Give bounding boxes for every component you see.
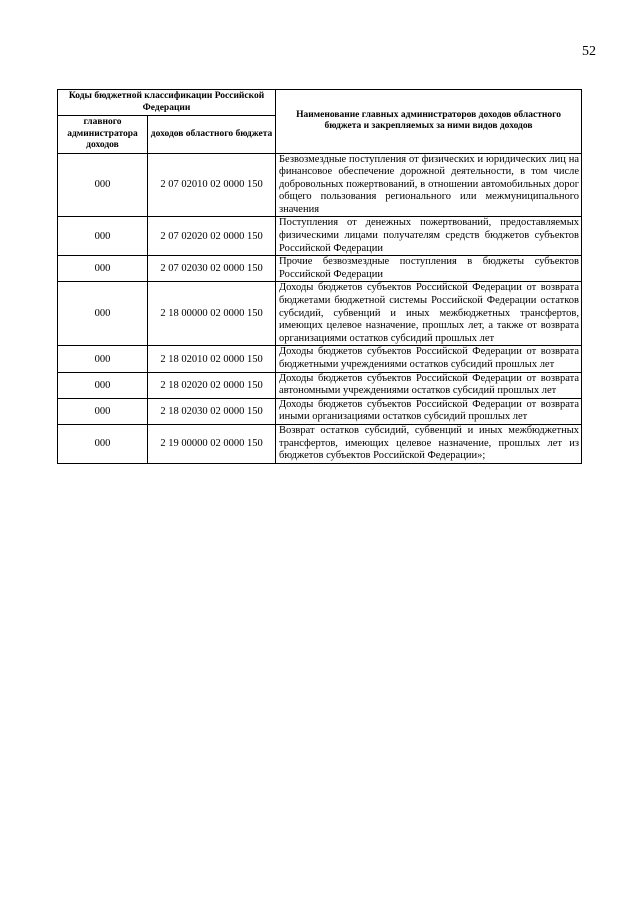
cell-admin-code: 000 [58,346,148,372]
table-row [58,217,582,256]
cell-admin-code: 000 [58,217,148,256]
table-header-row [58,90,582,116]
cell-admin-code: 000 [58,372,148,398]
table-row [58,346,582,372]
cell-income-code: 2 07 02010 02 0000 150 [148,153,276,217]
table-row [58,424,582,463]
cell-income-code: 2 19 00000 02 0000 150 [148,424,276,463]
cell-income-code: 2 18 00000 02 0000 150 [148,282,276,346]
cell-description: Безвозмездные поступления от физических и юридических лиц на финансовое обеспечение дорожной деятельности, в том числе добровольных пожертвований, в отношении автомобильных дорог общего пользования регионального или межмуниципального значения [276,153,582,217]
table-row [58,153,582,217]
table-row [58,372,582,398]
cell-admin-code: 000 [58,282,148,346]
budget-codes-table [57,89,582,464]
cell-description: Прочие безвозмездные поступления в бюджеты субъектов Российской Федерации [276,256,582,282]
table-row [58,256,582,282]
header-income-code: доходов областного бюджета [148,116,276,154]
cell-income-code: 2 18 02020 02 0000 150 [148,372,276,398]
header-administrator-name: Наименование главных администраторов доходов областного бюджета и закрепляемых за ними видов доходов [276,90,582,154]
cell-description: Доходы бюджетов субъектов Российской Федерации от возврата автономными учреждениями остатков субсидий прошлых лет [276,372,582,398]
cell-description: Доходы бюджетов субъектов Российской Федерации от возврата бюджетами бюджетной системы Российской Федерации остатков субсидий, субвенций и иных межбюджетных трансфертов, имеющих целевое назначение, прошлых лет, а также от возврата организациями остатков субсидий прошлых лет [276,282,582,346]
cell-admin-code: 000 [58,256,148,282]
cell-description: Доходы бюджетов субъектов Российской Федерации от возврата бюджетными учреждениями остатков субсидий прошлых лет [276,346,582,372]
cell-income-code: 2 18 02030 02 0000 150 [148,398,276,424]
header-main-administrator: главного администратора доходов [58,116,148,154]
cell-income-code: 2 18 02010 02 0000 150 [148,346,276,372]
cell-admin-code: 000 [58,424,148,463]
header-classification-codes: Коды бюджетной классификации Российской Федерации [58,90,276,116]
table-row [58,282,582,346]
cell-description: Поступления от денежных пожертвований, предоставляемых физическими лицами получателям средств бюджетов субъектов Российской Федерации [276,217,582,256]
cell-admin-code: 000 [58,398,148,424]
cell-income-code: 2 07 02030 02 0000 150 [148,256,276,282]
cell-description: Доходы бюджетов субъектов Российской Федерации от возврата иными организациями остатков субсидий прошлых лет [276,398,582,424]
cell-description: Возврат остатков субсидий, субвенций и иных межбюджетных трансфертов, имеющих целевое назначение, прошлых лет из бюджетов субъектов Российской Федерации»; [276,424,582,463]
cell-admin-code: 000 [58,153,148,217]
table-row [58,398,582,424]
page-number: 52 [582,44,596,59]
cell-income-code: 2 07 02020 02 0000 150 [148,217,276,256]
